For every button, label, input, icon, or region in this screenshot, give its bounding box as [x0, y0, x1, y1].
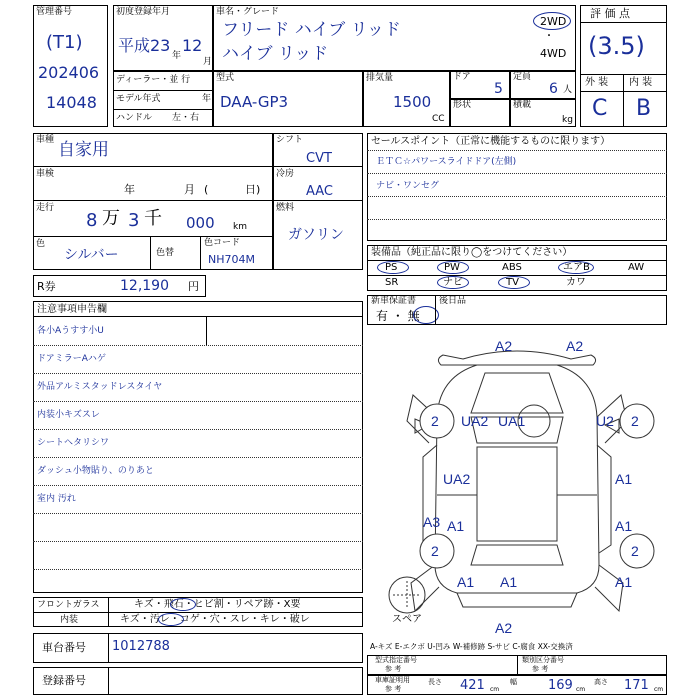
drive-2wd: 2WD — [540, 15, 567, 28]
model-year-label: モデル年式 — [116, 94, 161, 104]
svg-text:A1: A1 — [457, 574, 475, 590]
inspection-day-open: ( — [204, 183, 209, 196]
svg-text:2: 2 — [431, 543, 439, 559]
interior-label: 内装 — [60, 615, 79, 625]
eval-int-value: B — [636, 96, 652, 121]
load-unit: kg — [562, 115, 573, 125]
windshield-value: キズ・飛石・ヒビ割・リペア跡・X要 — [134, 599, 301, 610]
sales-point-1: ＥＴＣ☆パワースライドドア(左側) — [376, 157, 517, 167]
first-reg-label: 初度登録年月 — [116, 7, 171, 17]
recycle-unit: 円 — [188, 280, 199, 293]
inspection-year: 年 — [124, 183, 135, 196]
note-5: シートヘタリシワ — [37, 438, 110, 448]
mileage-v1: 8 — [86, 210, 98, 231]
shape-label: 形状 — [453, 100, 472, 110]
mileage-v3: 000 — [186, 214, 215, 232]
dims-width-unit: cm — [576, 686, 586, 693]
eval-ext-label: 外 装 — [585, 77, 609, 88]
mileage-v2: 3 — [128, 210, 140, 231]
vehicle-type-label: 車種 — [36, 135, 55, 145]
repaint-label: 色替 — [156, 248, 175, 258]
chassis-value: 1012788 — [112, 639, 170, 654]
dims-length: 421 — [460, 678, 485, 693]
sales-points-label: セールスポイント（正常に機能するものに限ります） — [371, 136, 611, 147]
dims-height-unit: cm — [654, 686, 664, 693]
recycle-label: R券 — [37, 280, 56, 293]
fuel-label: 燃料 — [276, 203, 295, 213]
dims-ref-label: 参 考 — [385, 685, 402, 693]
class-spec-ref: 参 考 — [532, 665, 549, 673]
color-label: 色 — [36, 239, 46, 249]
svg-text:UA1: UA1 — [498, 413, 526, 429]
capacity-unit: 人 — [563, 85, 573, 95]
type-spec-label: 型式指定番号 — [375, 656, 417, 664]
fuel-value: ガソリン — [288, 227, 344, 243]
svg-text:2: 2 — [431, 413, 439, 429]
class-spec-label: 類別区分番号 — [522, 656, 564, 664]
inspection-label: 車検 — [36, 169, 55, 179]
dims-height: 171 — [624, 678, 649, 693]
svg-text:A1: A1 — [615, 574, 633, 590]
sales-point-2: ナビ・ワンセグ — [376, 181, 440, 191]
cooler-value: AAC — [306, 184, 333, 199]
svg-text:A1: A1 — [500, 574, 518, 590]
notes-label: 注意事項申告欄 — [37, 304, 107, 315]
displacement-label: 排気量 — [366, 73, 394, 83]
shift-label: シフト — [276, 135, 304, 145]
svg-text:A2: A2 — [495, 338, 513, 354]
reg-no-label: 登録番号 — [42, 674, 86, 687]
drive-dot: ・ — [544, 31, 554, 42]
mileage-sen: 千 — [144, 208, 162, 229]
note-2: ドアミラーAハゲ — [37, 354, 106, 364]
model-value: DAA-GP3 — [220, 93, 289, 111]
model-year-unit: 年 — [202, 94, 212, 104]
svg-text:A1: A1 — [447, 518, 465, 534]
displacement-unit: CC — [432, 114, 445, 124]
doors-value: 5 — [494, 81, 503, 97]
shift-value: CVT — [306, 151, 332, 166]
note-6: ダッシュ小物貼り、のりあと — [37, 466, 154, 476]
car-name: フリード ハイブ リッド — [222, 20, 401, 40]
svg-text:A2: A2 — [566, 338, 584, 354]
handle-label: ハンドル — [116, 113, 153, 123]
svg-text:UA2: UA2 — [443, 471, 471, 487]
color-value: シルバー — [64, 247, 119, 263]
mileage-man: 万 — [102, 208, 120, 229]
interior-value: キズ・汚レ・コゲ・穴・スレ・キレ・破レ — [120, 614, 310, 625]
eval-int-label: 内 装 — [629, 77, 653, 88]
note-4: 内装小キズスレ — [37, 410, 100, 420]
recycle-value: 12,190 — [120, 278, 169, 294]
car-grade: ハイブ リッド — [222, 44, 329, 64]
equip-tv: TV — [506, 277, 519, 288]
first-reg-year-unit: 年 — [172, 51, 182, 61]
vehicle-type-value: 自家用 — [58, 140, 109, 160]
cooler-label: 冷房 — [276, 169, 295, 179]
svg-text:A2: A2 — [495, 620, 513, 635]
equipment-label: 装備品（純正品に限り◯をつけてください） — [371, 247, 573, 258]
dealer-label: ディーラー・並 行 — [116, 75, 191, 85]
daily-label: 後日品 — [439, 296, 467, 306]
dims-width: 169 — [548, 678, 573, 693]
eval-label: 評 価 点 — [590, 7, 630, 20]
note-3: 外品アルミスタッドレスタイヤ — [37, 382, 163, 392]
doors-label: ドア — [453, 72, 471, 82]
first-reg-era: 平成23 — [118, 36, 171, 55]
svg-text:2: 2 — [631, 413, 639, 429]
dims-length-unit: cm — [490, 686, 500, 693]
svg-text:A1: A1 — [615, 471, 633, 487]
car-name-label: 車名・グレード — [216, 7, 280, 17]
chassis-label: 車台番号 — [42, 641, 86, 654]
svg-text:UA2: UA2 — [461, 413, 489, 429]
svg-text:U2: U2 — [596, 413, 614, 429]
dims-cert-label: 車庫証明用 — [375, 676, 410, 684]
equip-aw: AW — [628, 262, 645, 273]
warranty-label: 新車保証書 — [371, 296, 417, 306]
mileage-unit: km — [233, 222, 247, 232]
note-1: 各小Aうすす小U — [37, 326, 104, 336]
model-label: 型式 — [216, 73, 235, 83]
first-reg-month: 12 — [182, 36, 203, 55]
equip-leather: カワ — [566, 277, 586, 288]
eval-value: (3.5) — [588, 32, 645, 60]
equip-ps: PS — [385, 262, 398, 273]
inspection-day: 日) — [245, 183, 261, 196]
svg-text:A3: A3 — [423, 514, 441, 530]
equip-sr: SR — [385, 277, 399, 288]
mgmt-number-label: 管理番号 — [36, 7, 73, 17]
warranty-value: 有 ・ 無 — [376, 309, 420, 323]
color-code-label: 色コード — [204, 238, 241, 248]
mgmt-line2: 14048 — [46, 93, 97, 112]
windshield-label: フロントガラス — [37, 600, 100, 610]
drive-4wd: 4WD — [540, 47, 567, 60]
equip-pw: PW — [444, 262, 460, 273]
svg-text:A1: A1 — [615, 518, 633, 534]
eval-ext-value: C — [592, 96, 608, 121]
dims-width-label: 幅 — [510, 678, 517, 686]
mgmt-line1: 202406 — [38, 63, 100, 82]
load-label: 積載 — [513, 100, 532, 110]
color-code-value: NH704M — [208, 253, 255, 266]
handle-value: 左・右 — [172, 113, 200, 123]
dims-length-label: 長さ — [428, 678, 442, 686]
capacity-label: 定員 — [513, 72, 532, 82]
dims-height-label: 高さ — [594, 678, 608, 686]
damage-legend: A-キズ E-エクボ U-凹み W-補修跡 S-サビ C-腐食 XX-交換済 — [370, 642, 573, 651]
dims-box — [367, 675, 667, 695]
note-7: 室内 汚れ — [37, 494, 76, 504]
mileage-label: 走行 — [36, 203, 55, 213]
equip-navi: ナビ — [443, 277, 463, 288]
mgmt-code: (T1) — [46, 32, 83, 53]
inspection-month: 月 — [184, 183, 195, 196]
equip-abs: ABS — [502, 262, 522, 273]
car-diagram — [367, 325, 667, 635]
capacity-value: 6 — [549, 81, 558, 97]
equip-airbag: エアB — [563, 262, 590, 273]
displacement-value: 1500 — [393, 93, 432, 111]
svg-text:2: 2 — [631, 543, 639, 559]
first-reg-month-unit: 月 — [203, 57, 213, 67]
type-spec-ref: 参 考 — [385, 665, 402, 673]
spare-label: スペア — [392, 614, 422, 625]
